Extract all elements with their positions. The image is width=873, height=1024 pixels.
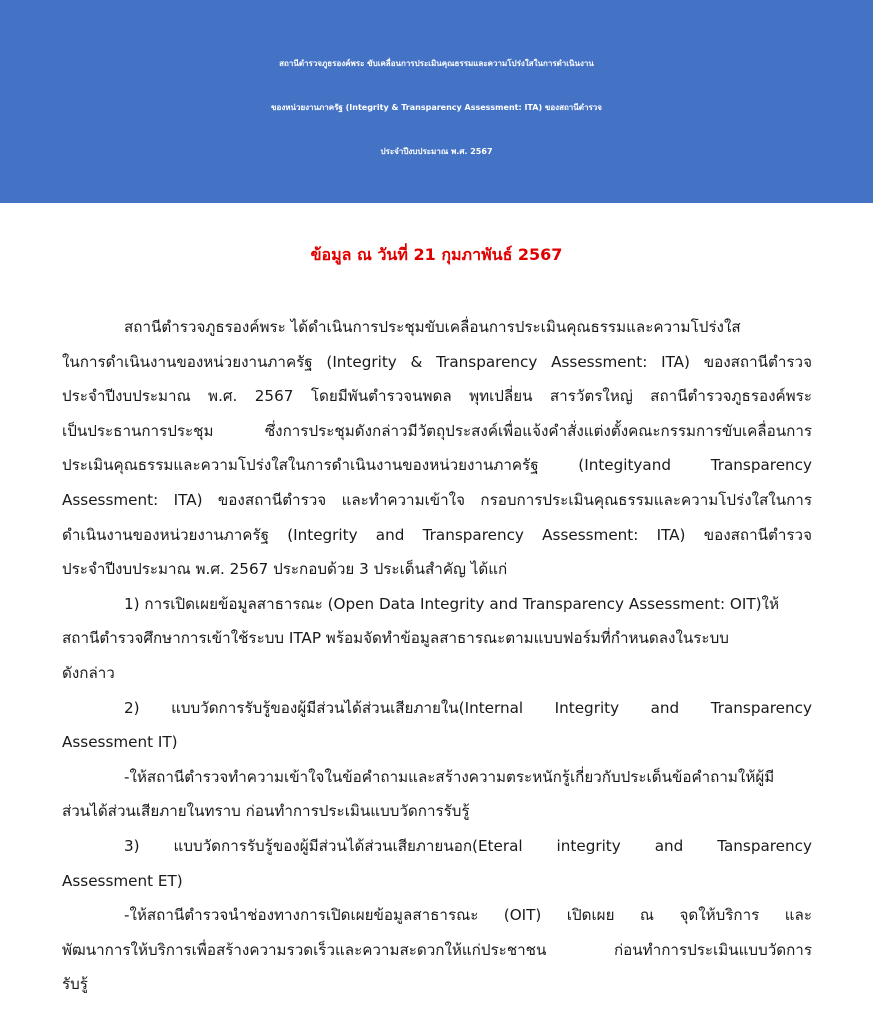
list-item-3-detail-line: -ให้สถานีตำรวจนำช่องทางการเปิดเผยข้อมูลสาธารณะ (OIT) เปิดเผย ณ จุดให้บริการ และ: [124, 906, 812, 925]
body-line: Assessment: ITA) ของสถานีตำรวจ และทำความเข้าใจ กรอบการประเมินคุณธรรมและความโปร่งใสในการ: [62, 490, 812, 509]
list-item-1-line: สถานีตำรวจศึกษาการเข้าใช้ระบบ ITAP พร้อมจัดทำข้อมูลสาธารณะตามแบบฟอร์มที่กำหนดลงในระบบ: [62, 629, 729, 648]
body-line: ในการดำเนินงานของหน่วยงานภาครัฐ (Integrity & Transparency Assessment: ITA) ของสถานีตำรวจ: [62, 352, 812, 371]
body-line: ประเมินคุณธรรมและความโปร่งใสในการดำเนินงานของหน่วยงานภาครัฐ (Integityand Transparency: [62, 456, 812, 475]
list-item-2-detail-line: ส่วนได้ส่วนเสียภายในทราบ ก่อนทำการประเมินแบบวัดการรับรู้: [62, 802, 470, 821]
list-item-3-detail-line: พัฒนาการให้บริการเพื่อสร้างความรวดเร็วและความสะดวกให้แก่ประชาชน ก่อนทำการประเมินแบบวัดการ: [62, 940, 812, 959]
document-body: [62, 310, 812, 1002]
header-banner: [0, 0, 873, 203]
list-item-3-line: Assessment ET): [62, 871, 183, 890]
list-item-2-line: 2) แบบวัดการรับรู้ของผู้มีส่วนได้ส่วนเสียภายใน(Internal Integrity and Transparency: [124, 698, 812, 717]
date-line: ข้อมูล ณ วันที่ 21 กุมภาพันธ์ 2567: [310, 245, 563, 264]
list-item-3-detail-line: รับรู้: [62, 975, 88, 994]
list-item-1-line: 1) การเปิดเผยข้อมูลสาธารณะ (Open Data Integrity and Transparency Assessment: OIT)ให้: [124, 594, 779, 613]
header-title-line-2: ของหน่วยงานภาครัฐ (Integrity & Transparency Assessment: ITA) ของสถานีตำรวจ: [271, 103, 602, 112]
list-item-2-line: Assessment IT): [62, 733, 178, 752]
body-line: ประจำปีงบประมาณ พ.ศ. 2567 โดยมีพันตำรวจนพดล พุทเปลี่ยน สารวัตรใหญ่ สถานีตำรวจภูธรองค์พระ: [62, 387, 812, 406]
list-item-1-line: ดังกล่าว: [62, 663, 115, 682]
list-item-2-detail-line: -ให้สถานีตำรวจทำความเข้าใจในข้อคำถามและสร้างความตระหนักรู้เกี่ยวกับประเด็นข้อคำถามให้ผู้มี: [124, 767, 775, 786]
body-line: ประจำปีงบประมาณ พ.ศ. 2567 ประกอบด้วย 3 ประเด็นสำคัญ ได้แก่: [62, 560, 508, 579]
list-item-3-line: 3) แบบวัดการรับรู้ของผู้มีส่วนได้ส่วนเสียภายนอก(Eteral integrity and Tansparency: [124, 836, 812, 855]
body-line: สถานีตำรวจภูธรองค์พระ ได้ดำเนินการประชุมขับเคลื่อนการประเมินคุณธรรมและความโปร่งใส: [124, 318, 741, 336]
body-line: ดำเนินงานของหน่วยงานภาครัฐ (Integrity and Transparency Assessment: ITA) ของสถานีตำรวจ: [62, 525, 812, 544]
header-title-line-1: สถานีตำรวจภูธรองค์พระ ขับเคลื่อนการประเมินคุณธรรมและความโปร่งใสในการดำเนินงาน: [279, 59, 594, 68]
header-title-line-3: ประจำปีงบประมาณ พ.ศ. 2567: [380, 147, 493, 156]
body-line: เป็นประธานการประชุม ซึ่งการประชุมดังกล่าวมีวัตถุประสงค์เพื่อแจ้งคำสั่งแต่งตั้งคณะกรรมการขับเคลื่อนการ: [62, 421, 812, 440]
